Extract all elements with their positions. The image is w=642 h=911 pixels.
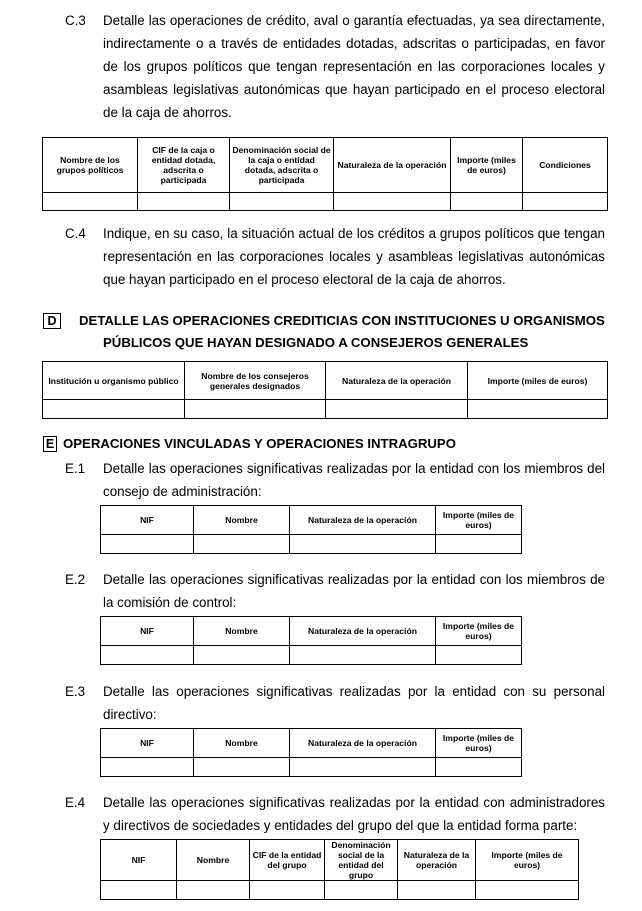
table-d-header-consejeros: Nombre de los consejeros generales designados — [185, 362, 326, 400]
table-e4-header-nombre: Nombre — [177, 840, 250, 881]
table-cell — [290, 646, 436, 665]
table-c3-header-naturaleza: Naturaleza de la operación — [334, 138, 451, 193]
section-e1-number: E.1 — [65, 461, 86, 476]
table-cell — [43, 193, 138, 211]
section-e4-text: Detalle las operaciones significativas realizadas por la entidad con administradores y directivos de sociedades y entidades del grupo del que la entidad forma parte: — [103, 795, 605, 833]
section-c4-number: C.4 — [65, 226, 86, 241]
table-e3-header-nombre: Nombre — [194, 729, 290, 758]
table-row — [101, 535, 522, 554]
section-d-title-line2: PÚBLICOS QUE HAYAN DESIGNADO A CONSEJEROS GENERALES — [103, 335, 529, 350]
section-e4-number: E.4 — [65, 795, 86, 810]
table-cell — [326, 400, 468, 419]
table-cell — [230, 193, 334, 211]
table-cell — [101, 758, 194, 777]
table-e1 — [100, 505, 522, 554]
table-e2 — [100, 616, 522, 665]
table-row — [101, 881, 579, 900]
table-e4 — [100, 839, 579, 900]
section-c3-number: C.3 — [65, 13, 86, 28]
table-e3 — [100, 728, 522, 777]
table-cell — [334, 193, 451, 211]
section-e3-text: Detalle las operaciones significativas realizadas por la entidad con su personal directivo: — [103, 684, 605, 722]
section-e2-number: E.2 — [65, 572, 86, 587]
table-cell — [194, 646, 290, 665]
table-row — [43, 193, 608, 211]
section-c4-text: Indique, en su caso, la situación actual de los créditos a grupos políticos que tengan representación en las corporaciones locales y asambleas legislativas autonómicas que hayan participado en el proceso electoral de la caja de ahorros. — [103, 226, 605, 287]
table-cell — [436, 758, 522, 777]
section-d-letter: D — [43, 313, 61, 329]
table-cell — [101, 646, 194, 665]
table-row — [43, 400, 608, 419]
section-e1-text: Detalle las operaciones significativas realizadas por la entidad con los miembros del consejo de administración: — [103, 461, 605, 499]
table-d-header-institucion: Institución u organismo público — [43, 362, 185, 400]
table-cell — [476, 881, 579, 900]
table-cell — [138, 193, 230, 211]
table-cell — [101, 881, 177, 900]
table-cell — [250, 881, 325, 900]
table-c3-header-importe: Importe (miles de euros) — [451, 138, 523, 193]
table-cell — [436, 646, 522, 665]
table-cell — [290, 535, 436, 554]
table-c3-header-cif: CIF de la caja o entidad dotada, adscrita o participada — [138, 138, 230, 193]
section-d-title-line1: DETALLE LAS OPERACIONES CREDITICIAS CON INSTITUCIONES U ORGANISMOS — [79, 313, 605, 328]
table-d-header-naturaleza: Naturaleza de la operación — [326, 362, 468, 400]
table-e2-header-importe: Importe (miles de euros) — [436, 617, 522, 646]
table-cell — [290, 758, 436, 777]
table-cell — [185, 400, 326, 419]
table-e2-header-naturaleza: Naturaleza de la operación — [290, 617, 436, 646]
table-cell — [194, 758, 290, 777]
table-d-header-importe: Importe (miles de euros) — [468, 362, 608, 400]
section-c3-text: Detalle las operaciones de crédito, aval o garantía efectuadas, ya sea directamente, indirectamente o a través de entidades dotadas, adscritas o participadas, en favor de los grupos políticos que tengan representación en las corporaciones locales y asambleas legislativas autonómicas que hayan participado en el proceso electoral de la caja de ahorros. — [103, 13, 605, 120]
table-c3-header-grupos: Nombre de los grupos políticos — [43, 138, 138, 193]
table-e1-header-nombre: Nombre — [194, 506, 290, 535]
table-d — [42, 361, 608, 419]
table-cell — [451, 193, 523, 211]
table-e1-header-naturaleza: Naturaleza de la operación — [290, 506, 436, 535]
section-e2-text: Detalle las operaciones significativas realizadas por la entidad con los miembros de la comisión de control: — [103, 572, 605, 610]
section-e-letter: E — [43, 436, 57, 452]
table-e4-header-nif: NIF — [101, 840, 177, 881]
table-e4-header-cif: CIF de la entidad del grupo — [250, 840, 325, 881]
table-cell — [177, 881, 250, 900]
table-c3 — [42, 137, 608, 211]
table-e3-header-naturaleza: Naturaleza de la operación — [290, 729, 436, 758]
section-e-title: OPERACIONES VINCULADAS Y OPERACIONES INTRAGRUPO — [63, 436, 456, 451]
table-e1-header-importe: Importe (miles de euros) — [436, 506, 522, 535]
table-cell — [398, 881, 476, 900]
section-e3-number: E.3 — [65, 684, 86, 699]
table-c3-header-denominacion: Denominación social de la caja o entidad dotada, adscrita o participada — [230, 138, 334, 193]
table-row — [101, 646, 522, 665]
table-cell — [194, 535, 290, 554]
table-e2-header-nombre: Nombre — [194, 617, 290, 646]
table-c3-header-condiciones: Condiciones — [523, 138, 608, 193]
table-e4-header-importe: Importe (miles de euros) — [476, 840, 579, 881]
table-cell — [523, 193, 608, 211]
table-cell — [43, 400, 185, 419]
table-cell — [436, 535, 522, 554]
table-e1-header-nif: NIF — [101, 506, 194, 535]
table-e3-header-importe: Importe (miles de euros) — [436, 729, 522, 758]
table-e2-header-nif: NIF — [101, 617, 194, 646]
table-e3-header-nif: NIF — [101, 729, 194, 758]
table-cell — [325, 881, 398, 900]
table-cell — [101, 535, 194, 554]
table-e4-header-naturaleza: Naturaleza de la operación — [398, 840, 476, 881]
table-cell — [468, 400, 608, 419]
table-row — [101, 758, 522, 777]
table-e4-header-denominacion: Denominación social de la entidad del grupo — [325, 840, 398, 881]
